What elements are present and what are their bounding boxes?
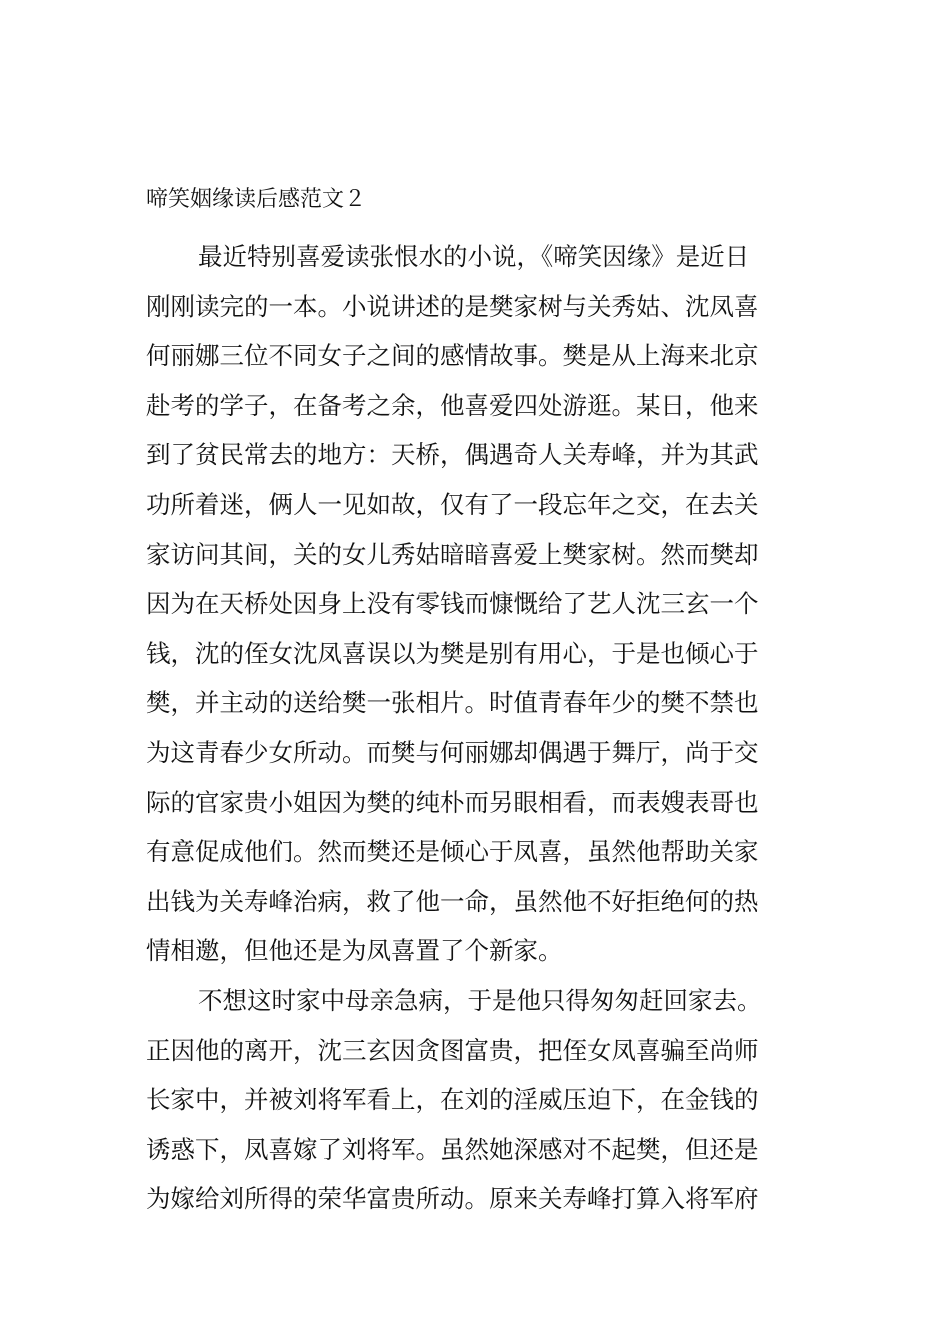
paragraph-line: 刚刚读完的一本。小说讲述的是樊家树与关秀姑、沈凤喜	[146, 291, 759, 321]
paragraph-line: 樊，并主动的送给樊一张相片。时值青春年少的樊不禁也	[146, 688, 759, 718]
paragraph-line: 际的官家贵小姐因为樊的纯朴而另眼相看，而表嫂表哥也	[146, 787, 759, 817]
paragraph-line: 钱，沈的侄女沈凤喜误以为樊是别有用心，于是也倾心于	[146, 638, 759, 668]
paragraph-line: 有意促成他们。然而樊还是倾心于凤喜，虽然他帮助关家	[146, 837, 759, 867]
paragraph-line: 何丽娜三位不同女子之间的感情故事。樊是从上海来北京	[146, 341, 759, 371]
document-body	[146, 232, 806, 1224]
paragraph-line: 正因他的离开，沈三玄因贪图富贵，把侄女凤喜骗至尚师	[146, 1035, 759, 1065]
paragraph-line: 为嫁给刘所得的荣华富贵所动。原来关寿峰打算入将军府	[146, 1184, 759, 1214]
paragraph-line: 家访问其间，关的女儿秀姑暗暗喜爱上樊家树。然而樊却	[146, 539, 759, 569]
paragraph-line: 功所着迷，俩人一见如故，仅有了一段忘年之交，在去关	[146, 489, 759, 519]
paragraph-line: 到了贫民常去的地方：天桥，偶遇奇人关寿峰，并为其武	[146, 440, 759, 470]
paragraph-line: 情相邀，但他还是为凤喜置了个新家。	[146, 936, 563, 966]
paragraph-line: 长家中，并被刘将军看上，在刘的淫威压迫下，在金钱的	[146, 1085, 759, 1115]
paragraph-line: 因为在天桥处因身上没有零钱而慷慨给了艺人沈三玄一个	[146, 589, 759, 619]
paragraph-line: 出钱为关寿峰治病，救了他一命，虽然他不好拒绝何的热	[146, 886, 759, 916]
paragraph-line: 最近特别喜爱读张恨水的小说，《啼笑因缘》是近日	[198, 242, 750, 271]
document-title: 啼笑姻缘读后感范文２	[146, 187, 367, 212]
paragraph-line: 诱惑下，凤喜嫁了刘将军。虽然她深感对不起樊，但还是	[146, 1134, 759, 1164]
paragraph-line: 不想这时家中母亲急病，于是他只得匆匆赶回家去。	[198, 985, 762, 1015]
paragraph-line: 赴考的学子，在备考之余，他喜爱四处游逛。某日，他来	[146, 390, 759, 420]
paragraph-line: 为这青春少女所动。而樊与何丽娜却偶遇于舞厅，尚于交	[146, 737, 759, 767]
